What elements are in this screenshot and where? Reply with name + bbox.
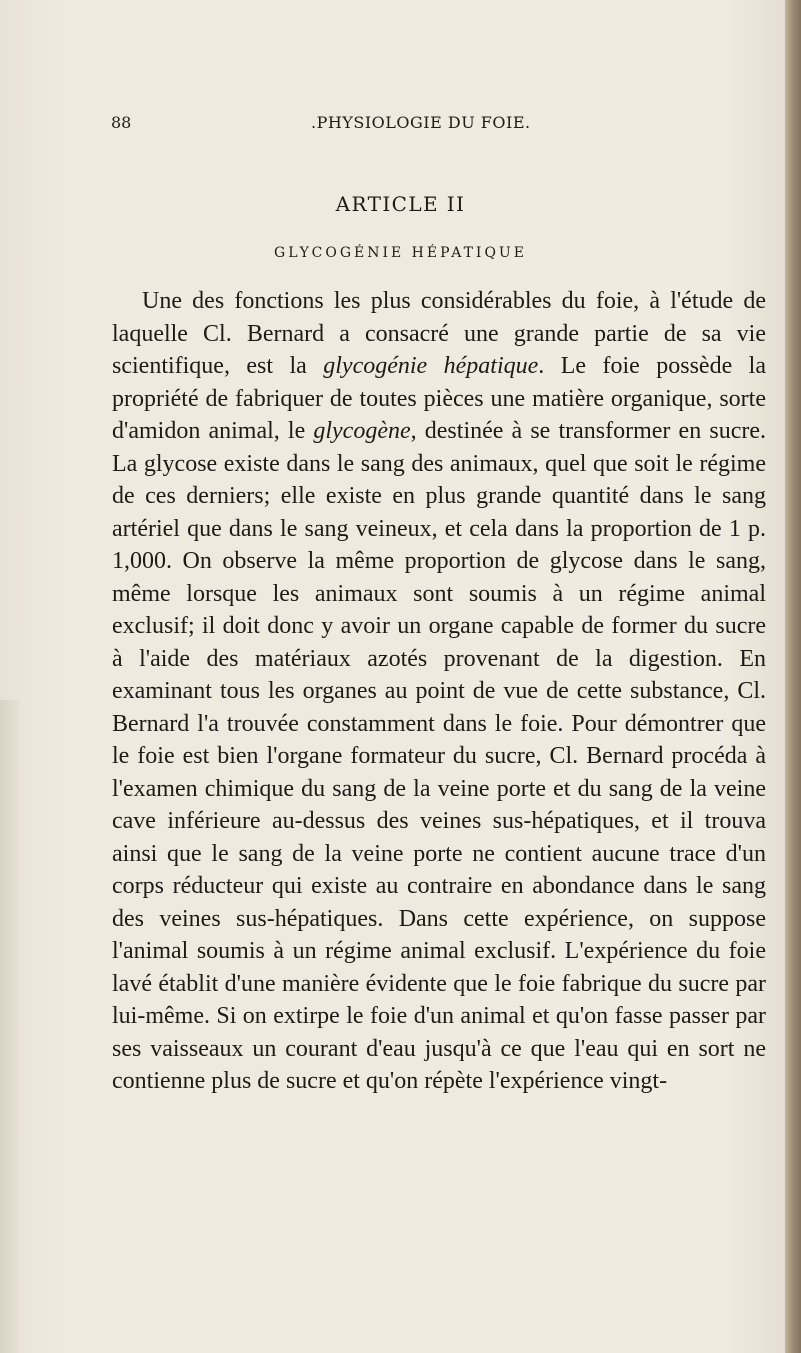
body-text-segment: , destinée à se transformer en sucre. La glycose existe dans le sang des animaux, quel que soit le régime de ces derniers; elle existe en plus grande quantité dans le sang artériel que dans le sang veineux, et cela dans la proportion de 1 p. 1,000. On observe la même proportion de glycose dans le sang, même lorsque les animaux sont soumis à un régime animal exclusif; il doit donc y avoir un organe capable de former du sucre à l'aide des matériaux azotés provenant de la digestion. En examinant tous les organes au point de vue de cette substance, Cl. Bernard l'a trouvée constamment dans le foie. Pour démontrer que le foie est bien l'organe formateur du sucre, Cl. Bernard procéda à l'examen chimique du sang de la veine porte et du sang de la veine cave inférieure au-dessus des veines sus-hépatiques, et il trouva ainsi que le sang de la veine porte ne contient aucune trace d'un corps réducteur qui existe au contraire en abondance dans le sang des veines sus-hépatiques. Dans cette expérience, on suppose l'animal soumis à un régime animal exclusif. L'expérience du foie lavé établit d'une manière évidente que le foie fabrique du sucre par lui-même. Si on extirpe le foie d'un animal et qu'on fasse passer par ses vaisseaux un courant d'eau jusqu'à ce que l'eau qui en sort ne contienne plus de sucre et qu'on répète l'expérience vingt- — [112, 418, 766, 1094]
page-header — [111, 113, 761, 139]
running-head: .PHYSIOLOGIE DU FOIE. — [311, 113, 531, 132]
article-subtitle: GLYCOGÉNIE HÉPATIQUE — [274, 245, 527, 261]
body-text-segment: . Le foie possède la propriété de fabriquer de toutes pièces une matière organique, sorte d'amidon animal, le — [112, 353, 766, 444]
italic-term-glycogenie: glycogénie hépatique — [323, 353, 539, 379]
article-title: ARTICLE II — [335, 192, 466, 216]
page-number: 88 — [111, 113, 132, 132]
body-text-segment: Une des fonctions les plus considérables du foie, à l'étude de laquelle Cl. Bernard a consacré une grande partie de sa vie scientifique, est la — [112, 288, 766, 379]
italic-term-glycogene: glycogène — [313, 418, 411, 444]
page-gutter — [0, 700, 20, 1353]
body-paragraph — [112, 285, 766, 1098]
